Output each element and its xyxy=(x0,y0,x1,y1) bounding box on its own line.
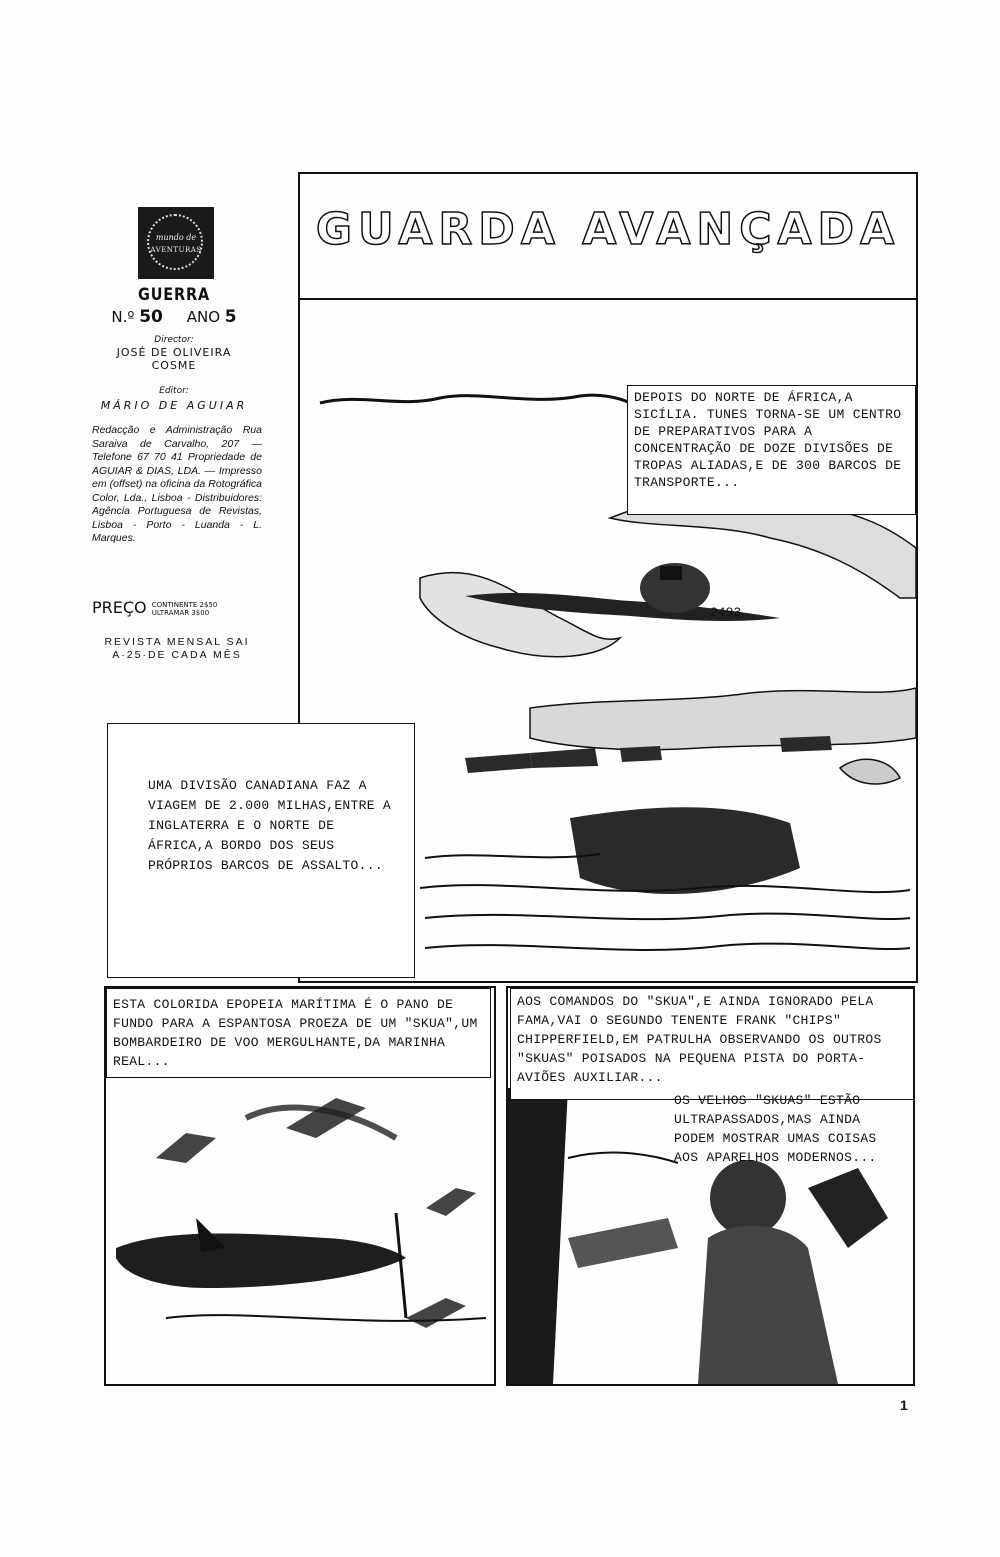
director-name: JOSÉ DE OLIVEIRA COSME xyxy=(116,346,232,372)
logo-text-top: mundo de xyxy=(155,233,197,242)
editor-name: MÁRIO DE AGUIAR xyxy=(100,399,248,412)
publication-frequency: REVISTA MENSAL SAI A·25·DE CADA MÊS xyxy=(104,636,250,661)
director-label: Director: xyxy=(154,335,194,345)
story-title: GUARDA AVANÇADA xyxy=(315,204,901,255)
logo-star-ring xyxy=(147,214,203,270)
caption-box-1: DEPOIS DO NORTE DE ÁFRICA,A SICÍLIA. TUNES TORNA-SE UM CENTRO DE PREPARATIVOS PARA A CONCENTRAÇÃO DE DOZE DIVISÕES DE TROPAS ALIADAS,E DE 300 BARCOS DE TRANSPORTE... xyxy=(627,385,916,515)
issue-label: N.º xyxy=(111,308,135,326)
price-values xyxy=(152,601,218,617)
series-title: GUERRA xyxy=(137,285,211,305)
issue-number: 50 xyxy=(139,307,163,327)
publisher-logo xyxy=(138,207,214,279)
price-continent: CONTINENTE 2$50 xyxy=(151,600,218,609)
issue-line xyxy=(80,307,268,327)
price-overseas: ULTRAMAR 3$00 xyxy=(151,608,210,617)
caption-box-4: AOS COMANDOS DO "SKUA",E AINDA IGNORADO PELA FAMA,VAI O SEGUNDO TENENTE FRANK "CHIPS" CHIPPERFIELD,EM PATRULHA OBSERVANDO OS OUTROS "SKUAS" POISADOS NA PEQUENA PISTA DO PORTA-AVIÕES AUXILIAR... xyxy=(510,988,913,1100)
logo-text-bottom: AVENTURAS xyxy=(150,246,202,254)
speech-bubble: OS VELHOS "SKUAS" ESTÃO ULTRAPASSADOS,MAS AINDA PODEM MOSTRAR UMAS COISAS AOS APARELHOS MODERNOS... xyxy=(674,1093,877,1165)
page-number: 1 xyxy=(900,1397,908,1413)
title-panel xyxy=(298,172,918,300)
year-number: 5 xyxy=(224,307,237,327)
imprint-text: Redacção e Administração Rua Saraiva de Carvalho, 207 — Telefone 67 70 41 Propriedade de AGUIAR & DIAS, LDA. — Impresso em (offset) na oficina da Rotográfica Color, Lda., Lisboa - Distribuidores: Agência Portuguesa de Revistas, Lisboa - Porto - Luanda - L. Marques. xyxy=(92,424,262,544)
caption-box-3: ESTA COLORIDA EPOPEIA MARÍTIMA É O PANO DE FUNDO PARA A ESPANTOSA PROEZA DE UM "SKUA",UM BOMBARDEIRO DE VOO MERGULHANTE,DA MARINHA REAL... xyxy=(106,988,491,1078)
caption-box-2: UMA DIVISÃO CANADIANA FAZ A VIAGEM DE 2.000 MILHAS,ENTRE A INGLATERRA E O NORTE DE ÁFRICA,A BORDO DOS SEUS PRÓPRIOS BARCOS DE ASSALTO... xyxy=(107,723,415,978)
price-label: PREÇO xyxy=(92,598,147,617)
price-block xyxy=(92,598,217,617)
year-label: ANO xyxy=(186,308,221,326)
editor-label: Editor: xyxy=(159,386,189,396)
plane-number: 2493 xyxy=(710,605,742,620)
